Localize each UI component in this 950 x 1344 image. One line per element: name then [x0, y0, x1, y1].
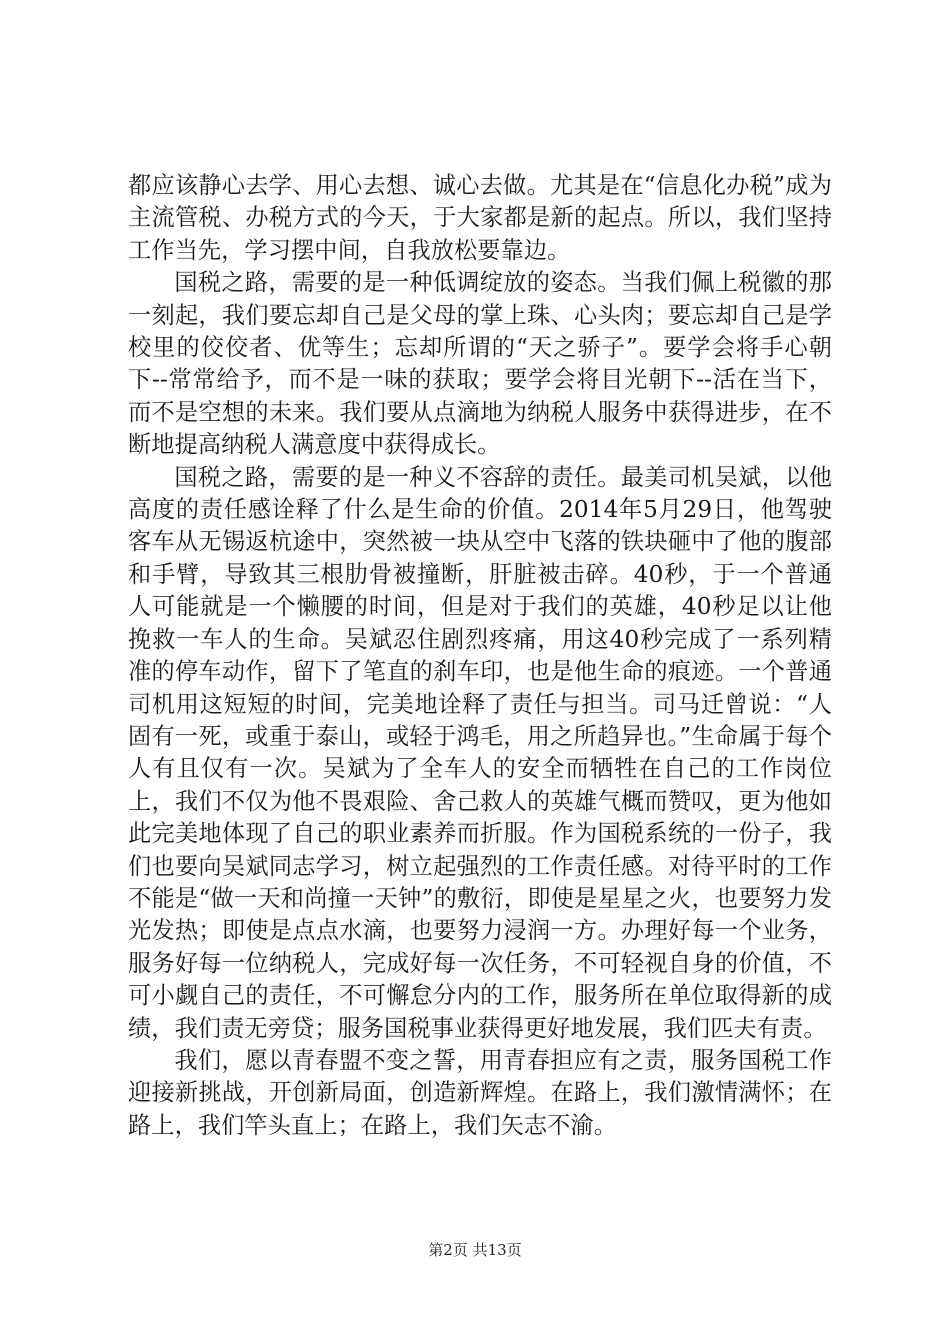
paragraph-continuation: 都应该静心去学、用心去想、诚心去做。尤其是在“信息化办税”成为主流管税、办税方式的今天，于大家都是新的起点。所以，我们坚持工作当先，学习摆中间，自我放松要靠边。	[128, 172, 832, 264]
page-number-footer: 第2页 共13页	[428, 1241, 522, 1259]
paragraph-responsibility: 国税之路，需要的是一种义不容辞的责任。最美司机吴斌，以他高度的责任感诠释了什么是生命的价值。2014年5月29日，他驾驶客车从无锡返杭途中，突然被一块从空中飞落的铁块砸中了他的腹部和手臂，导致其三根肋骨被撞断，肝脏被击碎。40秒，于一个普通人可能就是一个懒腰的时间，但是对于我们的英雄，40秒足以让他挽救一车人的生命。吴斌忍住剧烈疼痛，用这40秒完成了一系列精准的停车动作，留下了笔直的刹车印，也是他生命的痕迹。一个普通司机用这短短的时间，完美地诠释了责任与担当。司马迁曾说：“人固有一死，或重于泰山，或轻于鸿毛，用之所趋异也。”生命属于每个人有且仅有一次。吴斌为了全车人的安全而牺牲在自己的工作岗位上，我们不仅为他不畏艰险、舍己救人的英雄气概而赞叹，更为他如此完美地体现了自己的职业素养而折服。作为国税系统的一份子，我们也要向吴斌同志学习，树立起强烈的工作责任感。对待平时的工作不能是“做一天和尚撞一天钟”的敷衍，即使是星星之火，也要努力发光发热；即使是点点水滴，也要努力浸润一方。办理好每一个业务，服务好每一位纳税人，完成好每一次任务，不可轻视自身的价值，不可小觑自己的责任，不可懈怠分内的工作，服务所在单位取得新的成绩，我们责无旁贷；服务国税事业获得更好地发展，我们匹夫有责。	[128, 463, 832, 1042]
document-body	[128, 170, 832, 1142]
paragraph-conclusion: 我们，愿以青春盟不变之誓，用青春担应有之责，服务国税工作迎接新挑战，开创新局面，创造新辉煌。在路上，我们激情满怀；在路上，我们竿头直上；在路上，我们矢志不渝。	[128, 1046, 832, 1139]
paragraph-attitude: 国税之路，需要的是一种低调绽放的姿态。当我们佩上税徽的那一刻起，我们要忘却自己是父母的掌上珠、心头肉；要忘却自己是学校里的佼佼者、优等生；忘却所谓的“天之骄子”。要学会将手心朝下--常常给予，而不是一味的获取；要学会将目光朝下--活在当下，而不是空想的未来。我们要从点滴地为纳税人服务中获得进步，在不断地提高纳税人满意度中获得成长。	[128, 269, 832, 459]
